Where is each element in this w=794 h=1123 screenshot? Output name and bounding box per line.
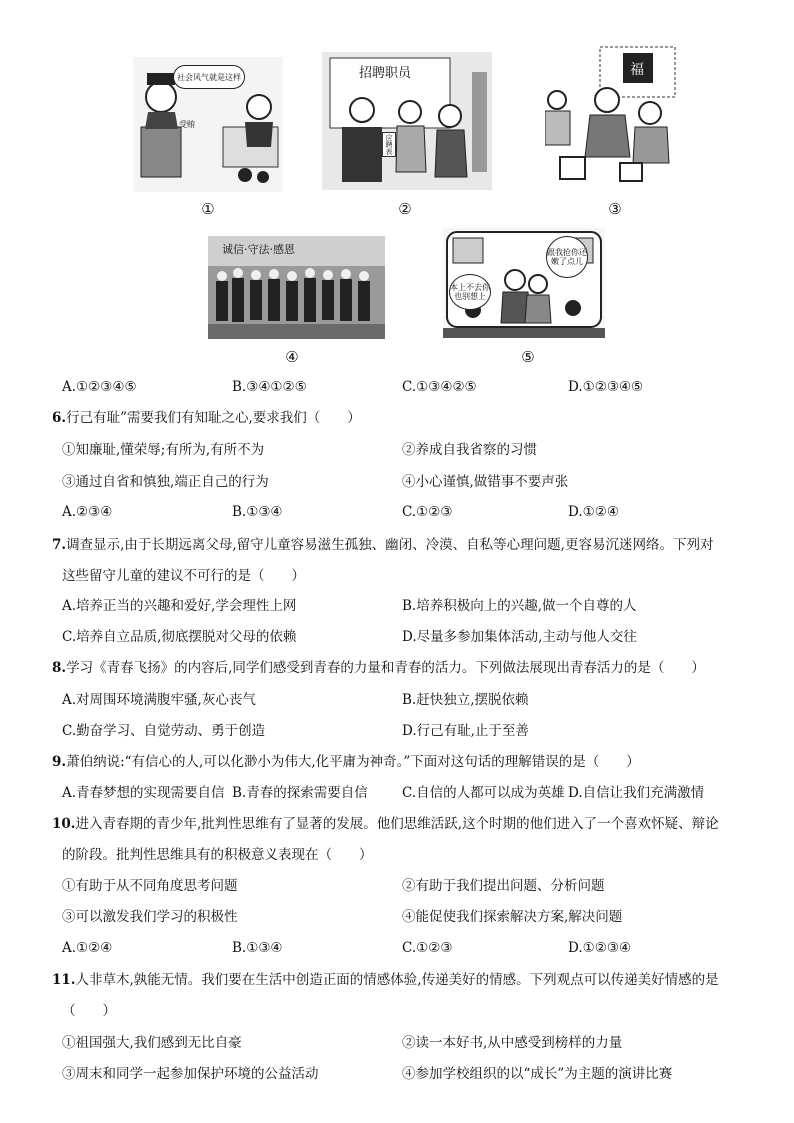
q10-option-d: D.①②③④	[568, 940, 632, 956]
q5-option-d: D.①②③④⑤	[568, 379, 644, 395]
q7-option-d: D.尽量多参加集体活动,主动与他人交往	[402, 629, 637, 645]
q11-item-1: ①祖国强大,我们感到无比自豪	[62, 1035, 242, 1051]
q7-option-c: C.培养自立品质,彻底摆脱对父母的依赖	[62, 629, 297, 645]
q6-text: 行己有耻”需要我们有知耻之心,要求我们（ ）	[66, 410, 361, 426]
caption-1: ①	[201, 200, 215, 218]
q11-number: 11.	[52, 972, 76, 988]
q10-item-3: ③可以激发我们学习的积极性	[62, 909, 238, 925]
application-paper: 应聘表	[382, 132, 396, 157]
caption-4: ④	[285, 348, 299, 366]
q11-stem-line1	[52, 970, 719, 990]
speech-bubble: 社会风气就是这样	[173, 65, 245, 89]
q6-stem	[52, 408, 361, 428]
q11-item-4: ④参加学校组织的以“成长”为主题的演讲比赛	[402, 1066, 673, 1082]
q6-item-4: ④小心谨慎,做错事不要声张	[402, 474, 569, 490]
q8-option-a: A.对周围环境满腹牢骚,灰心丧气	[62, 692, 256, 708]
q7-text-1: 调查显示,由于长期远离父母,留守儿童容易滋生孤独、幽闭、冷漠、自私等心理问题,更容易沉迷网络。下列对	[66, 537, 714, 553]
cartoon-1	[133, 57, 283, 192]
q6-option-d: D.①②④	[568, 504, 619, 520]
q9-option-d: D.自信让我们充满激情	[568, 785, 705, 801]
q6-item-2: ②养成自我省察的习惯	[402, 442, 537, 458]
fu-character: 福	[630, 62, 644, 78]
q8-option-d: D.行己有耻,止于至善	[402, 723, 529, 739]
q10-item-2: ②有助于我们提出问题、分析问题	[402, 878, 605, 894]
cartoon-2	[322, 52, 492, 190]
caption-5: ⑤	[521, 348, 535, 366]
q10-text-1: 进入青春期的青少年,批判性思维有了显著的发展。他们思维活跃,这个时期的他们进入了一个喜欢怀疑、辩论	[75, 816, 719, 832]
bribe-tag: 受贿	[179, 120, 195, 129]
q10-option-a: A.①②④	[62, 940, 113, 956]
cartoon-3	[545, 45, 680, 185]
q6-option-b: B.①③④	[232, 504, 283, 520]
q6-item-3: ③通过自省和慎独,端正自己的行为	[62, 474, 269, 490]
caption-3: ③	[608, 200, 622, 218]
q9-option-c: C.自信的人都可以成为英雄	[402, 785, 565, 801]
speech-bubble-1: 跟我抢你还嫩了点儿	[546, 236, 588, 278]
q5-option-a: A.①②③④⑤	[62, 379, 137, 395]
q10-stem-line2: 的阶段。批判性思维具有的积极意义表现在（ ）	[62, 847, 373, 863]
q9-option-b: B.青春的探索需要自信	[232, 785, 368, 801]
q11-item-3: ③周末和同学一起参加保护环境的公益活动	[62, 1066, 319, 1082]
q10-stem-line1	[52, 814, 719, 834]
q7-stem-line2: 这些留守儿童的建议不可行的是（ ）	[62, 568, 305, 584]
photo-banner: 诚信·守法·感恩	[222, 243, 295, 256]
q9-text: 萧伯纳说:“有信心的人,可以化渺小为伟大,化平庸为神奇。”下面对这句话的理解错误的是（ ）	[66, 754, 640, 770]
q6-item-1: ①知廉耻,懂荣辱;有所为,有所不为	[62, 442, 265, 458]
q7-number: 7.	[52, 537, 67, 553]
q9-number: 9.	[52, 754, 67, 770]
cartoon-5	[443, 228, 605, 338]
q9-option-a: A.青春梦想的实现需要自信	[62, 785, 225, 801]
q7-option-b: B.培养积极向上的兴趣,做一个自尊的人	[402, 598, 637, 614]
q10-number: 10.	[52, 816, 76, 832]
q6-option-c: C.①②③	[402, 504, 453, 520]
q7-option-a: A.培养正当的兴趣和爱好,学会理性上网	[62, 598, 297, 614]
photo-4	[208, 236, 385, 339]
cartoon-3-drawing	[545, 45, 680, 185]
q7-stem-line1	[52, 535, 713, 555]
q8-text: 学习《青春飞扬》的内容后,同学们感受到青春的力量和青春的活力。下列做法展现出青春活力的是（ ）	[66, 660, 705, 676]
recruit-sign: 招聘职员	[350, 62, 420, 81]
q6-number: 6.	[52, 410, 67, 426]
q10-item-1: ①有助于从不同角度思考问题	[62, 878, 238, 894]
q5-option-c: C.①③④②⑤	[402, 379, 477, 395]
caption-2: ②	[398, 200, 412, 218]
q5-option-b: B.③④①②⑤	[232, 379, 307, 395]
q8-option-b: B.赶快独立,摆脱依赖	[402, 692, 529, 708]
q6-option-a: A.②③④	[62, 504, 113, 520]
q8-stem	[52, 658, 705, 678]
q11-item-2: ②读一本好书,从中感受到榜样的力量	[402, 1035, 623, 1051]
q10-item-4: ④能促使我们探索解决方案,解决问题	[402, 909, 623, 925]
q10-option-c: C.①②③	[402, 940, 453, 956]
q9-stem	[52, 752, 640, 772]
q11-text-1: 人非草木,孰能无情。我们要在生活中创造正面的情感体验,传递美好的情感。下列观点可以传递美好情感的是	[75, 972, 719, 988]
speech-bubble-2: 本上不去你也别想上	[449, 274, 491, 310]
q11-stem-line2: （ ）	[62, 1003, 116, 1019]
q10-option-b: B.①③④	[232, 940, 283, 956]
q8-option-c: C.勤奋学习、自觉劳动、勇于创造	[62, 723, 266, 739]
q8-number: 8.	[52, 660, 67, 676]
